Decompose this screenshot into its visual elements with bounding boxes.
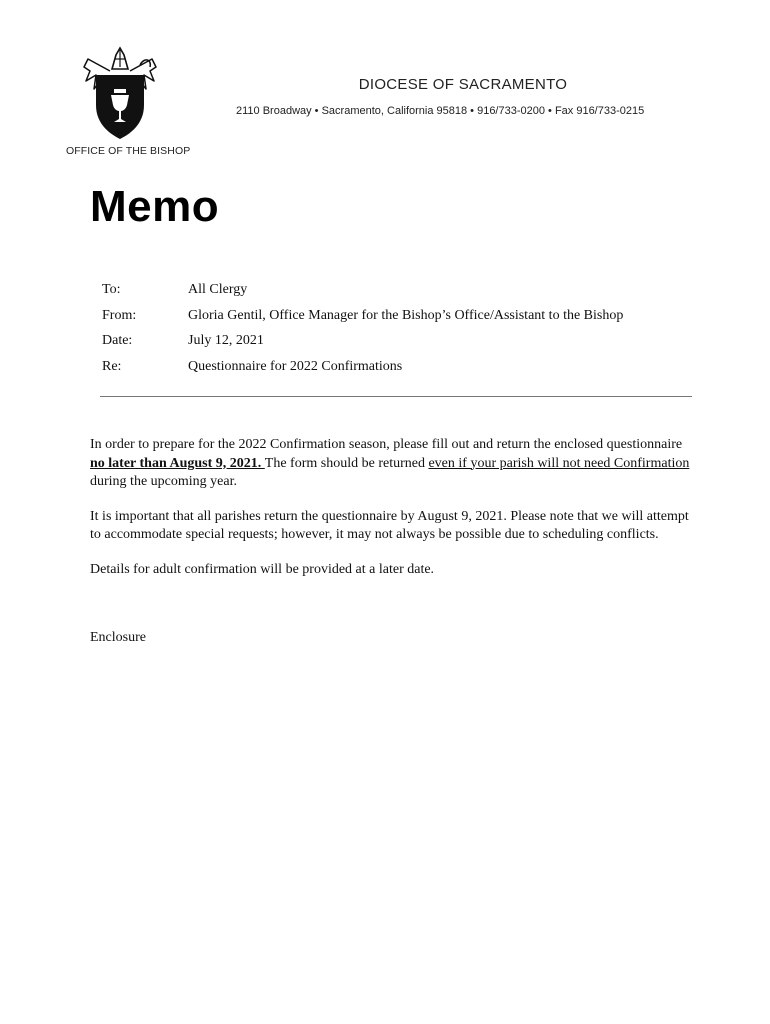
organization-address: 2110 Broadway • Sacramento, California 95818 • 916/733-0200 • Fax 916/733-0215 <box>236 105 645 117</box>
office-of-the-bishop-label: OFFICE OF THE BISHOP <box>66 145 191 157</box>
memo-title: Memo <box>90 182 220 231</box>
p1-text-c: The form should be returned <box>264 455 429 471</box>
to-value: All Clergy <box>188 282 248 297</box>
date-label: Date: <box>102 333 133 348</box>
date-value: July 12, 2021 <box>188 333 264 348</box>
organization-name: DIOCESE OF SACRAMENTO <box>358 76 568 93</box>
return-requirement-emphasis: even if your parish will not need Confirmation <box>428 455 690 471</box>
p1-text-e: during the upcoming year. <box>90 474 237 489</box>
body-paragraph-2: It is important that all parishes return the questionnaire by August 9, 2021. Please note that we will attempt to accommodate special requests; however, it may not always be possible due to scheduling conflicts. <box>90 508 689 542</box>
from-value: Gloria Gentil, Office Manager for the Bishop’s Office/Assistant to the Bishop <box>188 307 624 323</box>
enclosure-note: Enclosure <box>90 630 146 645</box>
body-paragraph-3: Details for adult confirmation will be provided at a later date. <box>90 561 435 577</box>
memo-body <box>90 436 700 595</box>
diocese-seal-logo <box>80 45 160 145</box>
from-label: From: <box>102 307 137 323</box>
header-divider <box>100 396 692 397</box>
re-label: Re: <box>102 358 122 374</box>
deadline-emphasis: no later than August 9, 2021. <box>90 455 265 471</box>
to-label: To: <box>102 282 121 297</box>
body-paragraph-1 <box>90 436 700 492</box>
p1-text-a: In order to prepare for the 2022 Confirmation season, please fill out and return the enclosed questionnaire <box>90 437 683 452</box>
re-value: Questionnaire for 2022 Confirmations <box>188 358 403 374</box>
